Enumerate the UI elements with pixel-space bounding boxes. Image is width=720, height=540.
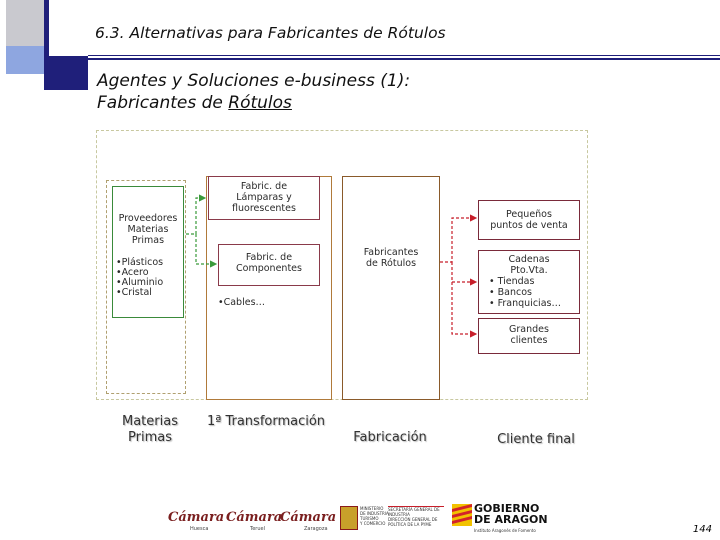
gobierno-aragon-logo: GOBIERNO DE ARAGON [474, 502, 548, 526]
section-title: 6.3. Alternativas para Fabricantes de Rótulos [95, 24, 446, 42]
camara-zaragoza-logo: Cámara [280, 510, 337, 525]
proveedores-box [112, 186, 184, 318]
camara-huesca-sub: Huesca [190, 526, 209, 532]
stage-cliente: Cliente final [497, 432, 575, 447]
spain-shield-icon [340, 506, 358, 530]
gobierno-aragon-sub: Instituto Aragonés de Fomento [474, 528, 536, 533]
camara-teruel-logo: Cámara [226, 510, 283, 525]
arrow-to-lamparas [186, 198, 205, 234]
arrow-to-componentes [196, 234, 216, 264]
stage-materias: Materias Primas [122, 414, 178, 445]
list-item: •Acero [116, 267, 149, 278]
list-item: • Tiendas [489, 276, 535, 287]
list-item: •Aluminio [116, 277, 164, 288]
page-number: 144 [692, 524, 712, 535]
componentes-box: Fabric. de Componentes [218, 244, 320, 286]
list-item: •Plásticos [116, 257, 164, 268]
camara-zaragoza-sub: Zaragoza [304, 526, 328, 532]
aragon-flag-icon [452, 504, 472, 526]
cables-label: •Cables… [218, 297, 266, 308]
page-title-line1: Agentes y Soluciones e-business (1): [97, 71, 411, 91]
cadenas-box: Cadenas Pto.Vta. • Tiendas • Bancos • Franquicias… [478, 250, 580, 314]
arrow-to-pequenos [440, 218, 476, 262]
stage-transformacion: 1ª Transformación [206, 414, 326, 429]
list-item: • Franquicias… [489, 298, 561, 309]
arrow-to-cadenas [452, 262, 476, 282]
proveedores-list [116, 258, 163, 298]
stage-fabricacion: Fabricación [353, 430, 427, 445]
lamparas-box: Fabric. de Lámparas y fluorescentes [208, 176, 320, 220]
ministry-text: MINISTERIO DE INDUSTRIA TURISMO Y COMERCIO [360, 506, 389, 526]
page-title-line2: Fabricantes de Rótulos [97, 93, 292, 113]
camara-huesca-logo: Cámara [168, 510, 225, 525]
page-title-underlined: Rótulos [228, 93, 292, 113]
list-item: •Cristal [116, 287, 152, 298]
proveedores-title: Proveedores Materias Primas [118, 213, 178, 246]
pequenos-box: Pequeños puntos de venta [478, 200, 580, 240]
grandes-box: Grandes clientes [478, 318, 580, 354]
camara-teruel-sub: Teruel [250, 526, 265, 532]
fabricantes-box: Fabricantes de Rótulos [342, 176, 440, 400]
arrow-to-grandes [452, 282, 476, 334]
list-item: • Bancos [489, 287, 532, 298]
secretaria-text: SECRETARÍA GENERAL DE INDUSTRIA DIRECCIÓN GENERAL DE POLÍTICA DE LA PYME [388, 506, 444, 527]
